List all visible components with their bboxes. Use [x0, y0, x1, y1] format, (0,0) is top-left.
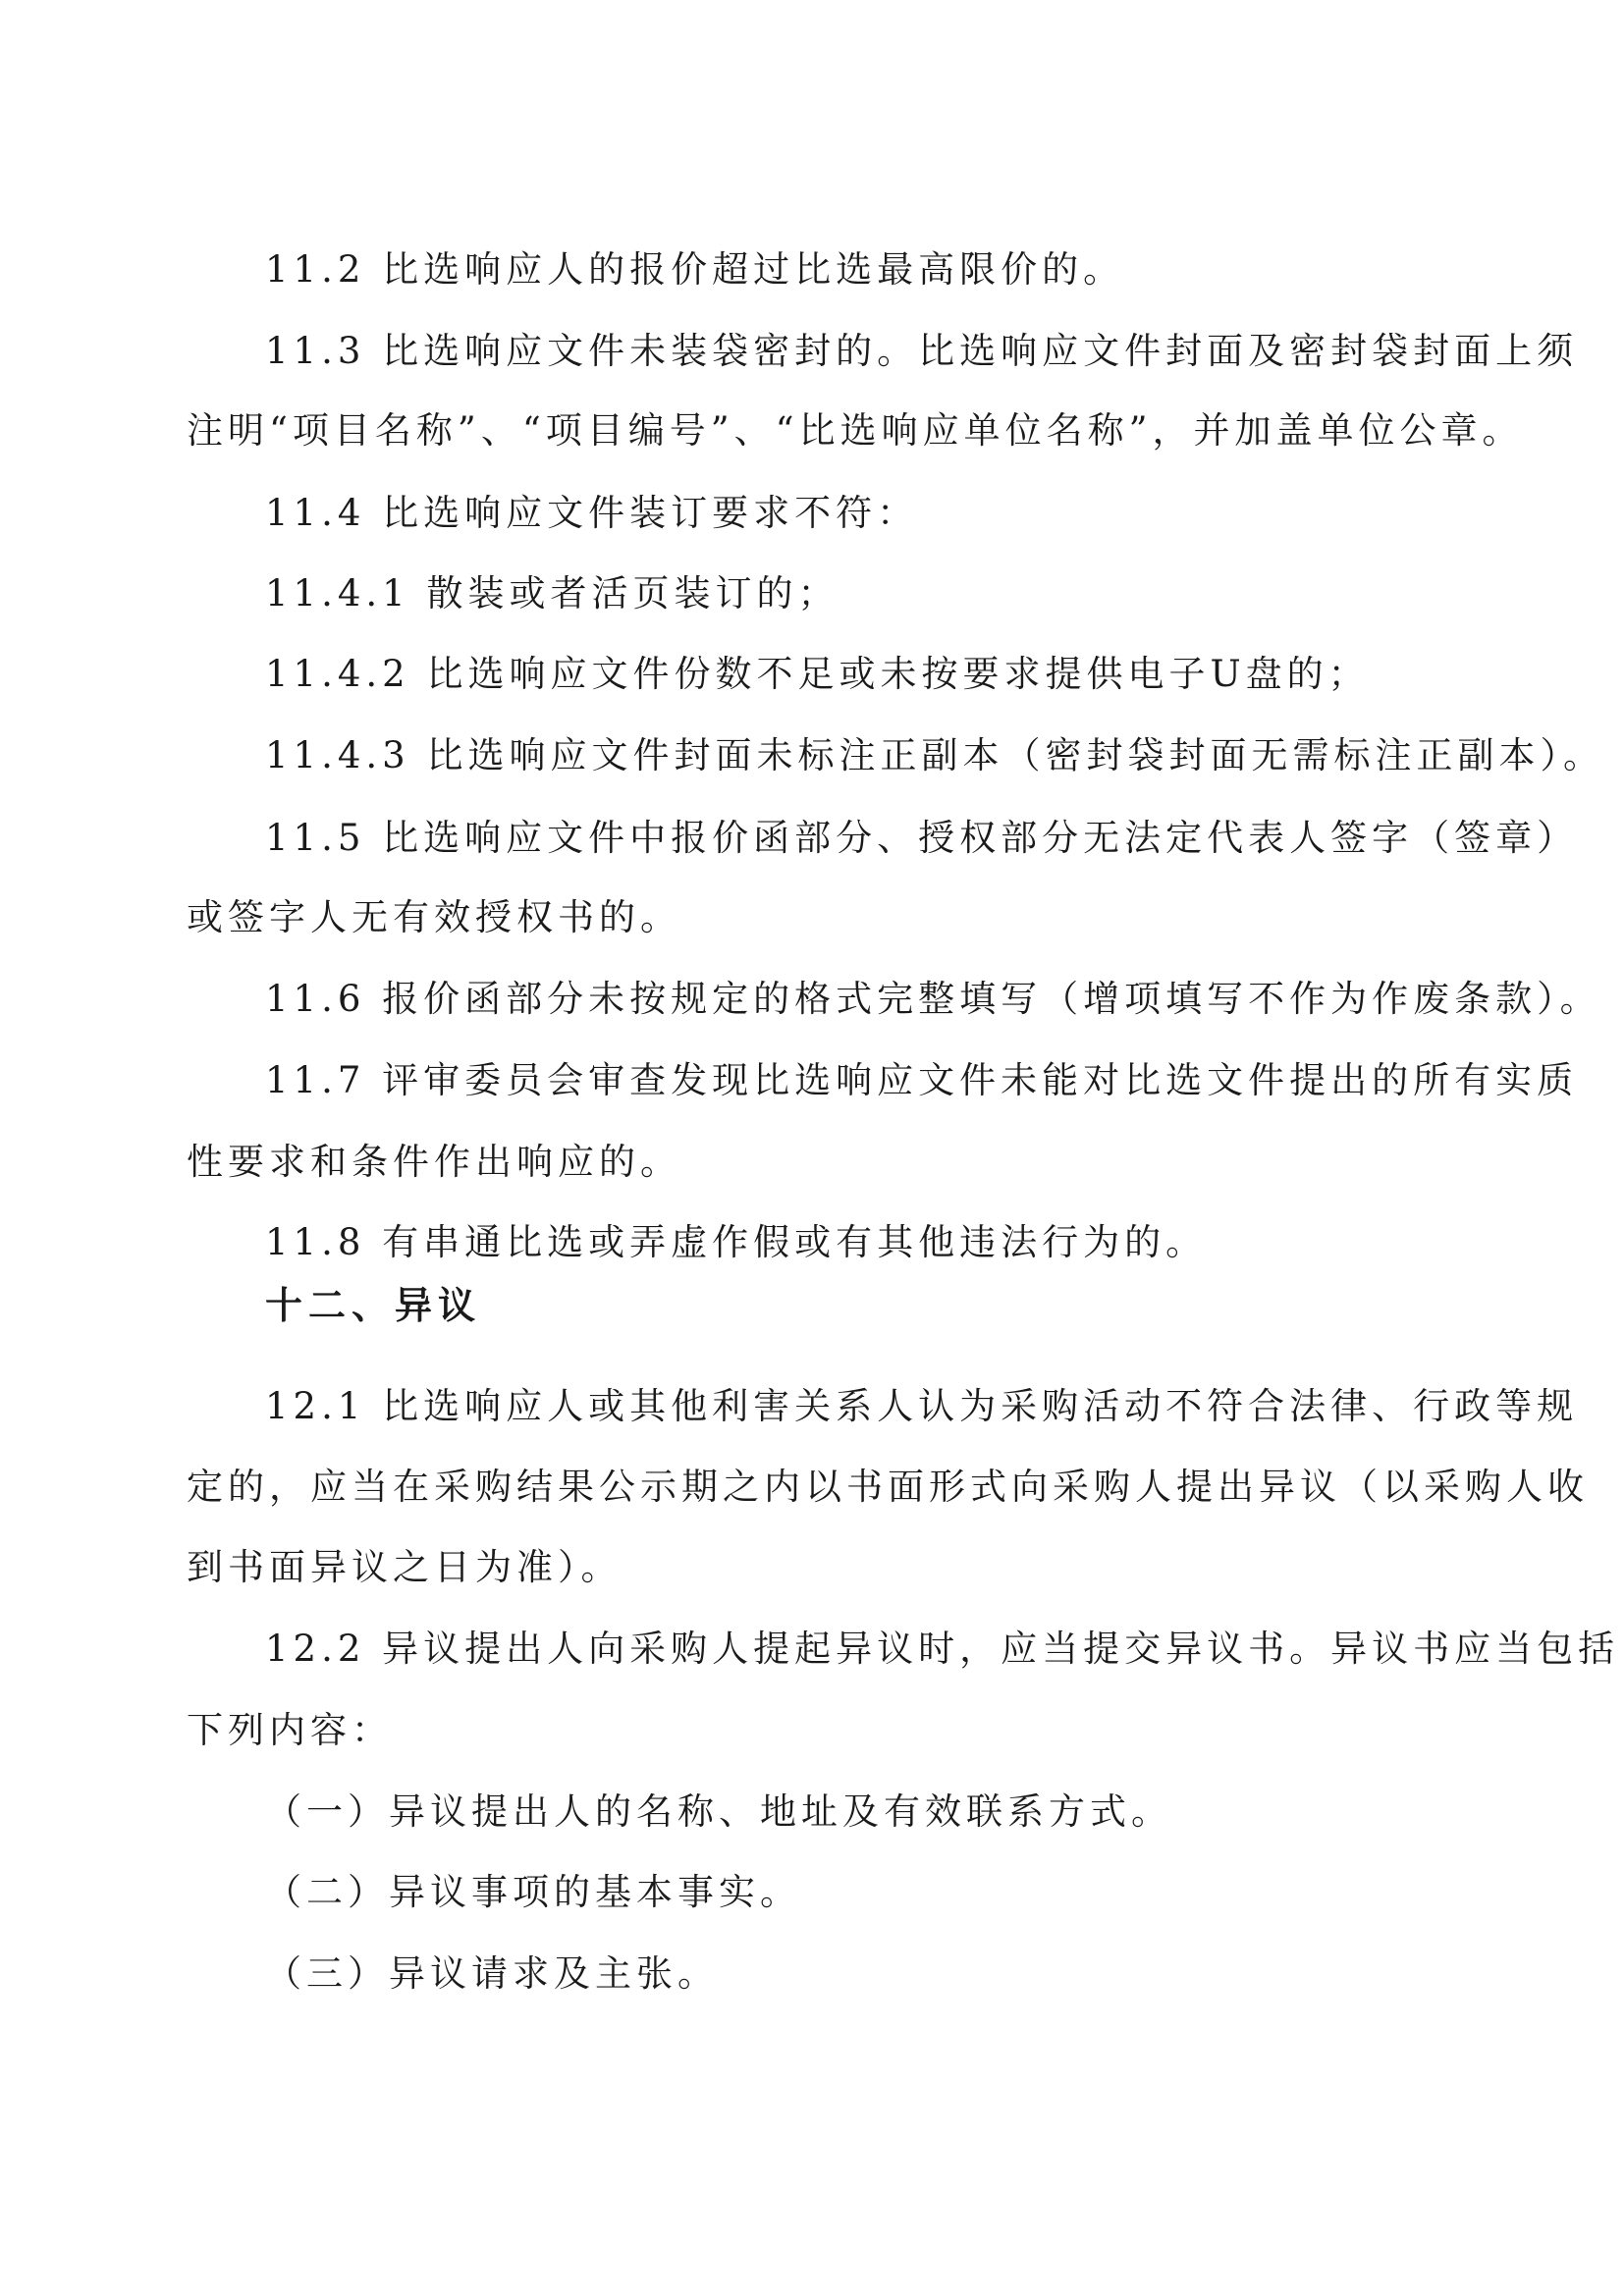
clause-11-4-1: 11.4.1 散装或者活页装订的； [265, 572, 839, 614]
clause-12-1-line2: 定的，应当在采购结果公示期之内以书面形式向采购人提出异议（以采购人收 [187, 1466, 1589, 1508]
clause-11-7-line1: 11.7 评审委员会审查发现比选响应文件未能对比选文件提出的所有实质 [265, 1059, 1579, 1101]
clause-12-1-line3: 到书面异议之日为准）。 [187, 1546, 623, 1588]
clause-11-3-line2: 注明“项目名称”、“项目编号”、“比选响应单位名称”，并加盖单位公章。 [187, 409, 1524, 452]
clause-11-5-line2: 或签字人无有效授权书的。 [187, 896, 681, 938]
clause-12-2-line1: 12.2 异议提出人向采购人提起异议时，应当提交异议书。异议书应当包括 [265, 1628, 1620, 1670]
clause-11-4: 11.4 比选响应文件装订要求不符： [265, 492, 919, 534]
list-item-2: （二）异议事项的基本事实。 [265, 1871, 801, 1913]
clause-11-4-2: 11.4.2 比选响应文件份数不足或未按要求提供电子U盘的； [265, 653, 1370, 695]
clause-12-1-line1: 12.1 比选响应人或其他利害关系人认为采购活动不符合法律、行政等规 [265, 1385, 1579, 1427]
clause-11-8: 11.8 有串通比选或弄虚作假或有其他违法行为的。 [265, 1221, 1208, 1263]
list-item-1: （一）异议提出人的名称、地址及有效联系方式。 [265, 1790, 1172, 1833]
list-item-3: （三）异议请求及主张。 [265, 1952, 719, 1995]
clause-11-3-line1: 11.3 比选响应文件未装袋密封的。比选响应文件封面及密封袋封面上须 [265, 330, 1579, 372]
clause-11-7-line2: 性要求和条件作出响应的。 [187, 1141, 681, 1183]
section-heading-12: 十二、异议 [265, 1284, 482, 1327]
clause-12-2-line2: 下列内容： [187, 1709, 393, 1751]
clause-11-6: 11.6 报价函部分未按规定的格式完整填写（增项填写不作为作废条款）。 [265, 978, 1601, 1020]
clause-11-4-3: 11.4.3 比选响应文件封面未标注正副本（密封袋封面无需标注正副本）。 [265, 734, 1604, 776]
clause-11-2: 11.2 比选响应人的报价超过比选最高限价的。 [265, 248, 1125, 291]
clause-11-5-line1: 11.5 比选响应文件中报价函部分、授权部分无法定代表人签字（签章） [265, 817, 1579, 859]
